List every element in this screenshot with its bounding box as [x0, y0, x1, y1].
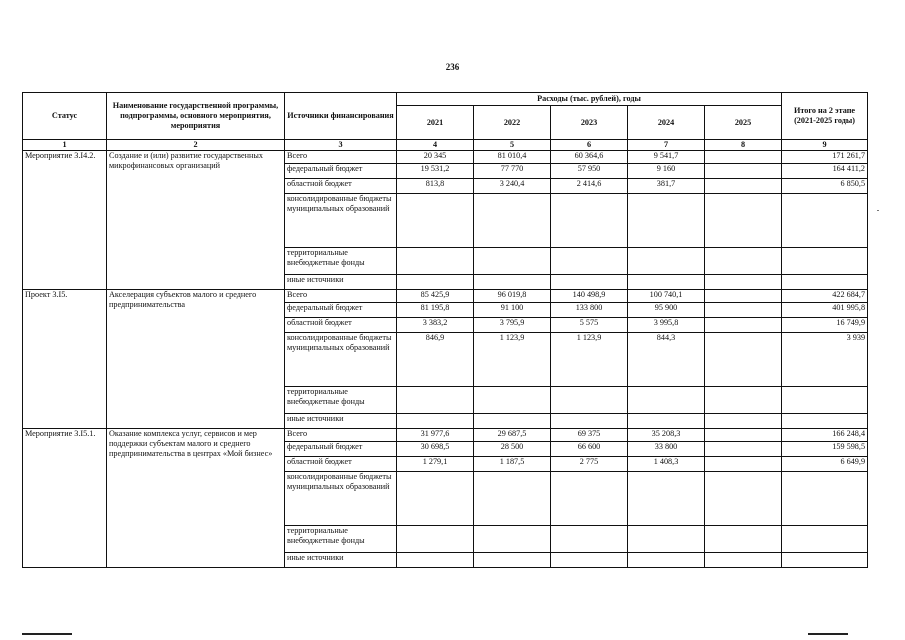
- total-cell: 166 248,4: [782, 429, 868, 442]
- year-value-cell: [705, 164, 782, 179]
- year-value-cell: [551, 553, 628, 568]
- year-value-cell: [551, 275, 628, 290]
- year-value-cell: 81 195,8: [397, 303, 474, 318]
- year-value-cell: [397, 553, 474, 568]
- total-cell: 6 649,9: [782, 457, 868, 472]
- total-cell: [782, 553, 868, 568]
- year-value-cell: [705, 414, 782, 429]
- year-value-cell: [705, 457, 782, 472]
- source-cell: областной бюджет: [285, 179, 397, 194]
- header-total: Итого на 2 этапе (2021-2025 годы): [782, 93, 868, 140]
- year-value-cell: [705, 151, 782, 164]
- year-value-cell: [705, 318, 782, 333]
- scan-speck: [877, 210, 879, 211]
- header-expenses: Расходы (тыс. рублей), годы: [397, 93, 782, 106]
- year-value-cell: [705, 303, 782, 318]
- year-value-cell: [705, 275, 782, 290]
- column-number: 1: [23, 140, 107, 151]
- header-sources: Источники финансирования: [285, 93, 397, 140]
- year-value-cell: 133 800: [551, 303, 628, 318]
- year-value-cell: [628, 526, 705, 553]
- year-value-cell: [628, 194, 705, 248]
- year-value-cell: 2 775: [551, 457, 628, 472]
- total-cell: [782, 248, 868, 275]
- year-value-cell: 95 900: [628, 303, 705, 318]
- header-year: 2024: [628, 106, 705, 140]
- year-value-cell: [474, 414, 551, 429]
- year-value-cell: 1 123,9: [474, 333, 551, 387]
- name-cell: Оказание комплекса услуг, сервисов и мер поддержки субъектам малого и среднего предпринимательства в центрах «Мой бизнес»: [107, 429, 285, 568]
- year-value-cell: [705, 194, 782, 248]
- status-cell: Мероприятие 3.I5.1.: [23, 429, 107, 568]
- year-value-cell: 30 698,5: [397, 442, 474, 457]
- year-value-cell: [397, 387, 474, 414]
- source-cell: иные источники: [285, 553, 397, 568]
- scan-edge-mark: [808, 633, 848, 635]
- column-number: 5: [474, 140, 551, 151]
- year-value-cell: 9 160: [628, 164, 705, 179]
- status-cell: Мероприятие 3.I4.2.: [23, 151, 107, 290]
- year-value-cell: 813,8: [397, 179, 474, 194]
- year-value-cell: [551, 194, 628, 248]
- column-number: 8: [705, 140, 782, 151]
- year-value-cell: 57 950: [551, 164, 628, 179]
- year-value-cell: 19 531,2: [397, 164, 474, 179]
- year-value-cell: 91 100: [474, 303, 551, 318]
- source-cell: территориальные внебюджетные фонды: [285, 526, 397, 553]
- year-value-cell: 31 977,6: [397, 429, 474, 442]
- year-value-cell: [397, 526, 474, 553]
- year-value-cell: 9 541,7: [628, 151, 705, 164]
- year-value-cell: [628, 248, 705, 275]
- year-value-cell: 96 019,8: [474, 290, 551, 303]
- year-value-cell: 28 500: [474, 442, 551, 457]
- year-value-cell: 844,3: [628, 333, 705, 387]
- year-value-cell: 1 279,1: [397, 457, 474, 472]
- year-value-cell: [705, 553, 782, 568]
- year-value-cell: [705, 472, 782, 526]
- year-value-cell: [705, 442, 782, 457]
- year-value-cell: [551, 387, 628, 414]
- source-cell: территориальные внебюджетные фонды: [285, 248, 397, 275]
- page-number: 236: [445, 62, 460, 72]
- table-row: [23, 290, 868, 303]
- source-cell: федеральный бюджет: [285, 442, 397, 457]
- column-number: 2: [107, 140, 285, 151]
- year-value-cell: 85 425,9: [397, 290, 474, 303]
- year-value-cell: 5 575: [551, 318, 628, 333]
- year-value-cell: [628, 387, 705, 414]
- source-cell: иные источники: [285, 414, 397, 429]
- year-value-cell: 140 498,9: [551, 290, 628, 303]
- year-value-cell: [628, 414, 705, 429]
- year-value-cell: 3 383,2: [397, 318, 474, 333]
- header-status: Статус: [23, 93, 107, 140]
- header-year: 2023: [551, 106, 628, 140]
- source-cell: Всего: [285, 290, 397, 303]
- total-cell: [782, 526, 868, 553]
- source-cell: федеральный бюджет: [285, 303, 397, 318]
- name-cell: Создание и (или) развитие государственных микрофинансовых организаций: [107, 151, 285, 290]
- header-year: 2022: [474, 106, 551, 140]
- year-value-cell: [705, 333, 782, 387]
- total-cell: [782, 194, 868, 248]
- scan-edge-mark: [22, 633, 72, 635]
- year-value-cell: 1 187,5: [474, 457, 551, 472]
- year-value-cell: [474, 248, 551, 275]
- year-value-cell: [628, 275, 705, 290]
- year-value-cell: 3 795,9: [474, 318, 551, 333]
- year-value-cell: 2 414,6: [551, 179, 628, 194]
- year-value-cell: 60 364,6: [551, 151, 628, 164]
- year-value-cell: [705, 248, 782, 275]
- total-cell: 401 995,8: [782, 303, 868, 318]
- total-cell: 171 261,7: [782, 151, 868, 164]
- column-number: 9: [782, 140, 868, 151]
- year-value-cell: [474, 526, 551, 553]
- year-value-cell: 3 240,4: [474, 179, 551, 194]
- year-value-cell: [474, 553, 551, 568]
- header-name: Наименование государственной программы, подпрограммы, основного мероприятия, мероприятия: [107, 93, 285, 140]
- source-cell: Всего: [285, 429, 397, 442]
- column-numbers-row: [23, 140, 868, 151]
- year-value-cell: [551, 414, 628, 429]
- year-value-cell: 20 345: [397, 151, 474, 164]
- year-value-cell: [551, 526, 628, 553]
- year-value-cell: [397, 248, 474, 275]
- column-number: 4: [397, 140, 474, 151]
- year-value-cell: [397, 414, 474, 429]
- total-cell: 3 939: [782, 333, 868, 387]
- total-cell: [782, 387, 868, 414]
- year-value-cell: 1 123,9: [551, 333, 628, 387]
- source-cell: консолидированные бюджеты муниципальных образований: [285, 333, 397, 387]
- year-value-cell: [474, 194, 551, 248]
- source-cell: областной бюджет: [285, 318, 397, 333]
- source-cell: консолидированные бюджеты муниципальных образований: [285, 472, 397, 526]
- total-cell: 159 598,5: [782, 442, 868, 457]
- year-value-cell: [474, 387, 551, 414]
- year-value-cell: [551, 248, 628, 275]
- column-number: 3: [285, 140, 397, 151]
- table-body: [23, 151, 868, 568]
- column-number: 6: [551, 140, 628, 151]
- year-value-cell: 81 010,4: [474, 151, 551, 164]
- year-value-cell: 846,9: [397, 333, 474, 387]
- source-cell: областной бюджет: [285, 457, 397, 472]
- source-cell: территориальные внебюджетные фонды: [285, 387, 397, 414]
- total-cell: 422 684,7: [782, 290, 868, 303]
- year-value-cell: [705, 387, 782, 414]
- table-row: [23, 151, 868, 164]
- source-cell: Всего: [285, 151, 397, 164]
- year-value-cell: 69 375: [551, 429, 628, 442]
- budget-table: [22, 92, 868, 568]
- year-value-cell: [705, 179, 782, 194]
- header-year: 2021: [397, 106, 474, 140]
- year-value-cell: 33 800: [628, 442, 705, 457]
- year-value-cell: [705, 429, 782, 442]
- year-value-cell: [551, 472, 628, 526]
- year-value-cell: [474, 275, 551, 290]
- header-year: 2025: [705, 106, 782, 140]
- table-row: [23, 429, 868, 442]
- year-value-cell: [628, 553, 705, 568]
- year-value-cell: 1 408,3: [628, 457, 705, 472]
- year-value-cell: [705, 526, 782, 553]
- year-value-cell: 29 687,5: [474, 429, 551, 442]
- total-cell: 16 749,9: [782, 318, 868, 333]
- source-cell: консолидированные бюджеты муниципальных образований: [285, 194, 397, 248]
- status-cell: Проект 3.I5.: [23, 290, 107, 429]
- year-value-cell: [474, 472, 551, 526]
- year-value-cell: 3 995,8: [628, 318, 705, 333]
- year-value-cell: 77 770: [474, 164, 551, 179]
- year-value-cell: [705, 290, 782, 303]
- name-cell: Акселерация субъектов малого и среднего предпринимательства: [107, 290, 285, 429]
- year-value-cell: [397, 194, 474, 248]
- source-cell: федеральный бюджет: [285, 164, 397, 179]
- year-value-cell: [397, 472, 474, 526]
- year-value-cell: 100 740,1: [628, 290, 705, 303]
- total-cell: 164 411,2: [782, 164, 868, 179]
- column-number: 7: [628, 140, 705, 151]
- year-value-cell: 66 600: [551, 442, 628, 457]
- year-value-cell: 35 208,3: [628, 429, 705, 442]
- total-cell: [782, 275, 868, 290]
- total-cell: [782, 472, 868, 526]
- year-value-cell: 381,7: [628, 179, 705, 194]
- total-cell: [782, 414, 868, 429]
- total-cell: 6 850,5: [782, 179, 868, 194]
- year-value-cell: [397, 275, 474, 290]
- year-value-cell: [628, 472, 705, 526]
- source-cell: иные источники: [285, 275, 397, 290]
